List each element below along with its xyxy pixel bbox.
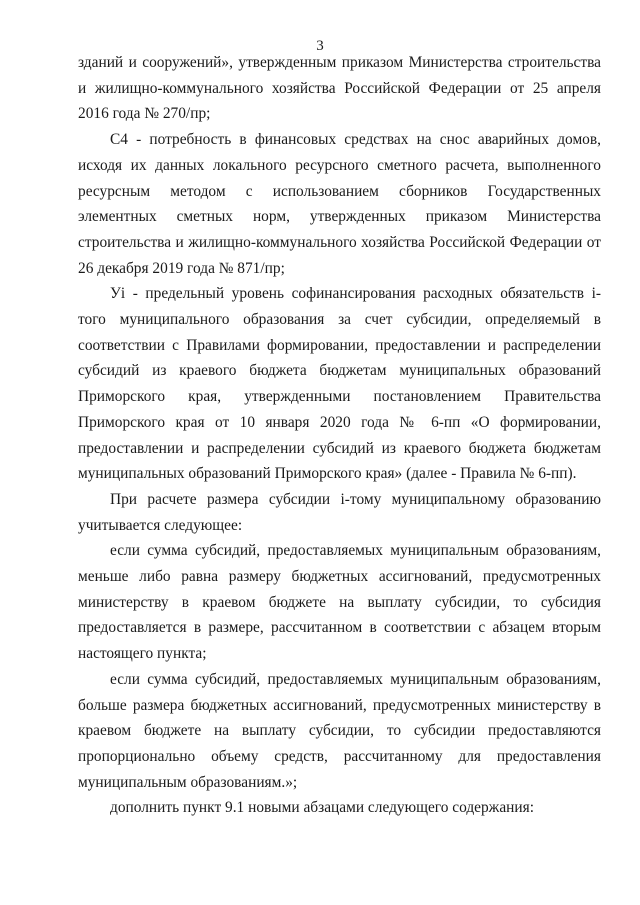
document-body: [78, 50, 601, 821]
paragraph-continuation: зданий и сооружений», утвержденным приказом Министерства строительства и жилищно-коммунального хозяйства Российской Федерации от 25 апреля 2016 года № 270/пр;: [78, 54, 601, 123]
paragraph-c4-definition: С4 - потребность в финансовых средствах на снос аварийных домов, исходя их данных локального ресурсного сметного расчета, выполненного ресурсным методом с использованием сборников Государственных элементных сметных норм, утвержденных приказом Министерства строительства и жилищно-коммунального хозяйства Российской Федерации от 26 декабря 2019 года № 871/пр;: [78, 131, 601, 277]
paragraph-yi-definition: Уi - предельный уровень софинансирования расходных обязательств i-того муниципального образования за счет субсидии, определяемый в соответствии с Правилами формировании, предоставлении и распределении субсидий из краевого бюджета бюджетам муниципальных образований Приморского края, утвержденными постановлением Правительства Приморского края от 10 января 2020 года № 6-пп «О формировании, предоставлении и распределении субсидий из краевого бюджета бюджетам муниципальных образований Приморского края» (далее - Правила № 6-пп).: [78, 285, 601, 483]
paragraph-subsidy-calculation-intro: При расчете размера субсидии i-тому муниципальному образованию учитывается следующее:: [78, 490, 601, 534]
paragraph-subsidy-condition-less-or-equal: если сумма субсидий, предоставляемых муниципальным образованиям, меньше либо равна размеру бюджетных ассигнований, предусмотренных министерству в краевом бюджете на выплату субсидии, то субсидия предоставляется в размере, рассчитанном в соответствии с абзацем вторым настоящего пункта;: [78, 542, 601, 663]
paragraph-subsidy-condition-greater: если сумма субсидий, предоставляемых муниципальным образованиям, больше размера бюджетных ассигнований, предусмотренных министерству в краевом бюджете на выплату субсидии, то субсидии предоставляются пропорционально объему средств, рассчитанному для предоставления муниципальным образованиям.»;: [78, 670, 601, 791]
paragraph-amend-point-9-1: дополнить пункт 9.1 новыми абзацами следующего содержания:: [110, 799, 534, 817]
page-number: 3: [316, 38, 324, 54]
